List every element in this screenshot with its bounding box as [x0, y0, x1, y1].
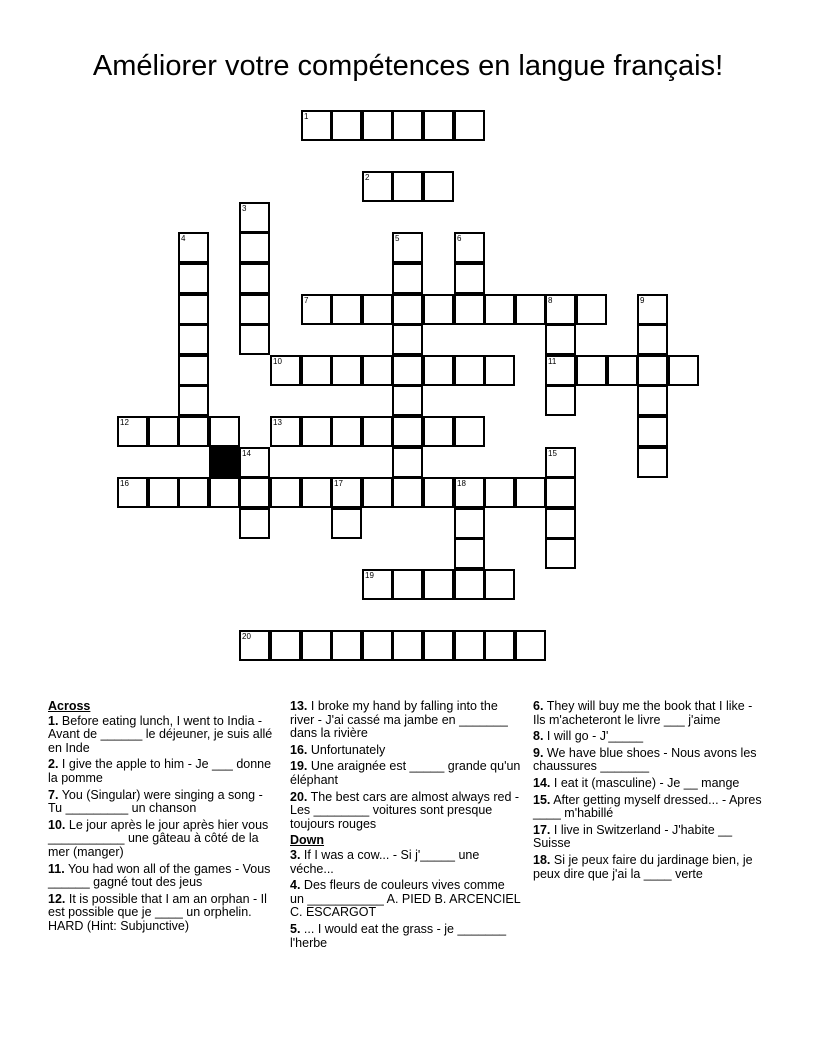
cell-number: 11 — [548, 357, 557, 366]
crossword-cell[interactable] — [545, 324, 576, 355]
crossword-cell[interactable] — [454, 508, 485, 539]
cell-number: 5 — [395, 234, 400, 243]
crossword-cell[interactable] — [148, 477, 179, 508]
crossword-cell[interactable] — [362, 416, 393, 447]
cell-number: 2 — [365, 173, 370, 182]
crossword-cell[interactable] — [484, 294, 515, 325]
clues-column-2 — [290, 700, 522, 953]
cell-number: 1 — [304, 112, 309, 121]
crossword-cell[interactable] — [331, 355, 362, 386]
crossword-cell[interactable] — [178, 477, 209, 508]
crossword-cell[interactable] — [148, 416, 179, 447]
crossword-cell[interactable] — [392, 355, 423, 386]
crossword-cell[interactable] — [423, 171, 454, 202]
cell-number: 12 — [120, 418, 129, 427]
crossword-cell[interactable] — [331, 110, 362, 141]
crossword-cell[interactable] — [178, 385, 209, 416]
crossword-cell[interactable] — [331, 416, 362, 447]
crossword-cell[interactable] — [331, 630, 362, 661]
crossword-cell[interactable] — [209, 477, 240, 508]
clue-down-15: 15. After getting myself dressed... - Apres ____ m'habillé — [533, 792, 762, 821]
cell-number: 3 — [242, 204, 247, 213]
crossword-cell[interactable] — [362, 630, 393, 661]
crossword-cell[interactable] — [454, 416, 485, 447]
clue-down-9: 9. We have blue shoes - Nous avons les chaussures _______ — [533, 745, 757, 774]
cell-number: 15 — [548, 449, 557, 458]
crossword-cell[interactable] — [545, 385, 576, 416]
crossword-cell[interactable] — [637, 447, 668, 478]
crossword-cell[interactable] — [392, 110, 423, 141]
crossword-cell[interactable] — [423, 416, 454, 447]
clue-across-19: 19. Une araignée est _____ grande qu'un éléphant — [290, 759, 521, 787]
cell-number: 13 — [273, 418, 282, 427]
crossword-cell[interactable] — [668, 355, 699, 386]
clue-down-3: 3. If I was a cow... - Si j'_____ une véche... — [290, 847, 480, 876]
cell-number: 10 — [273, 357, 282, 366]
clue-across-10: 10. Le jour après le jour après hier vous ___________ une gâteau à côté de la mer (manger) — [48, 817, 269, 859]
crossword-cell[interactable] — [362, 355, 393, 386]
crossword-cell[interactable] — [178, 263, 209, 294]
cell-number: 6 — [457, 234, 462, 243]
crossword-cell[interactable] — [637, 355, 668, 386]
clues-column-1 — [48, 700, 280, 937]
clue-across-11: 11. You had won all of the games - Vous ______ gagné tout des jeus — [48, 861, 271, 890]
crossword-cell[interactable] — [545, 508, 576, 539]
clue-down-8: 8. I will go - J'_____ — [533, 729, 644, 744]
clue-across-12: 12. It is possible that I am an orphan - Il est possible que je ____ un orphelin. HARD (Hint: Subjunctive) — [48, 891, 267, 933]
cell-number: 14 — [242, 449, 251, 458]
clue-across-1: 1. Before eating lunch, I went to India - Avant de ______ le déjeuner, je suis allé en Inde — [48, 713, 273, 755]
clue-down-18: 18. Si je peux faire du jardinage bien, je peux dire que j'ai la ____ verte — [533, 852, 753, 881]
crossword-cell[interactable] — [454, 294, 485, 325]
down-heading: Down — [290, 833, 325, 848]
crossword-cell[interactable] — [392, 171, 423, 202]
crossword-cell[interactable] — [178, 324, 209, 355]
crossword-cell[interactable] — [454, 110, 485, 141]
crossword-cell[interactable] — [362, 294, 393, 325]
clue-down-17: 17. I live in Switzerland - J'habite __ Suisse — [533, 822, 733, 851]
cell-number: 8 — [548, 296, 553, 305]
clues-column-3 — [533, 700, 765, 884]
clue-down-5: 5. ... I would eat the grass - je _______ l'herbe — [290, 921, 507, 950]
crossword-cell[interactable] — [239, 324, 270, 355]
crossword-cell[interactable] — [301, 630, 332, 661]
crossword-cell[interactable] — [454, 538, 485, 569]
crossword-cell[interactable] — [454, 355, 485, 386]
cell-number: 4 — [181, 234, 186, 243]
crossword-cell[interactable] — [423, 355, 454, 386]
clue-down-14: 14. I eat it (masculine) - Je __ mange — [533, 775, 740, 790]
across-heading: Across — [48, 699, 91, 713]
crossword-cell[interactable] — [515, 630, 546, 661]
crossword-cell[interactable] — [301, 416, 332, 447]
crossword-cell[interactable] — [362, 110, 393, 141]
cell-number: 16 — [120, 479, 129, 488]
cell-number: 19 — [365, 571, 374, 580]
crossword-cell[interactable] — [637, 385, 668, 416]
crossword-cell[interactable] — [637, 416, 668, 447]
crossword-cell[interactable] — [637, 324, 668, 355]
clue-across-13: 13. I broke my hand by falling into the river - J'ai cassé ma jambe en _______ dans la rivière — [290, 699, 508, 741]
crossword-cell[interactable] — [392, 263, 423, 294]
cell-number: 9 — [640, 296, 645, 305]
crossword-cell[interactable] — [484, 477, 515, 508]
crossword-cell[interactable] — [331, 294, 362, 325]
crossword-cell[interactable] — [423, 630, 454, 661]
crossword-cell[interactable] — [331, 508, 362, 539]
crossword-cell[interactable] — [454, 263, 485, 294]
cell-number: 17 — [334, 479, 343, 488]
crossword-cell[interactable] — [239, 232, 270, 263]
crossword-cell[interactable] — [484, 630, 515, 661]
crossword-cell[interactable] — [515, 477, 546, 508]
crossword-cell[interactable] — [239, 508, 270, 539]
crossword-cell[interactable] — [270, 630, 301, 661]
crossword-cell[interactable] — [484, 569, 515, 600]
crossword-cell[interactable] — [301, 355, 332, 386]
crossword-cell[interactable] — [545, 477, 576, 508]
crossword-cell[interactable] — [209, 416, 240, 447]
crossword-cell[interactable] — [178, 416, 209, 447]
crossword-cell[interactable] — [362, 477, 393, 508]
crossword-cell[interactable] — [423, 477, 454, 508]
cell-number: 7 — [304, 296, 309, 305]
crossword-cell[interactable] — [178, 294, 209, 325]
crossword-cell[interactable] — [392, 385, 423, 416]
crossword-cell[interactable] — [423, 294, 454, 325]
crossword-cell[interactable] — [392, 477, 423, 508]
crossword-cell[interactable] — [392, 447, 423, 478]
crossword-cell[interactable] — [454, 630, 485, 661]
cell-number: 18 — [457, 479, 466, 488]
crossword-cell[interactable] — [515, 294, 546, 325]
crossword-cell[interactable] — [239, 294, 270, 325]
crossword-cell[interactable] — [454, 569, 485, 600]
crossword-cell[interactable] — [392, 416, 423, 447]
crossword-cell[interactable] — [239, 477, 270, 508]
crossword-cell[interactable] — [423, 569, 454, 600]
crossword-cell[interactable] — [576, 355, 607, 386]
cell-number: 20 — [242, 632, 251, 641]
clue-across-20: 20. The best cars are almost always red - Les ________ voitures sont presque toujours rouges — [290, 789, 520, 831]
crossword-cell[interactable] — [392, 294, 423, 325]
crossword-cell[interactable] — [545, 538, 576, 569]
crossword-cell[interactable] — [392, 569, 423, 600]
clue-across-16: 16. Unfortunately — [290, 742, 386, 757]
page-title: Améliorer votre compétences en langue français! — [92, 50, 724, 82]
crossword-cell[interactable] — [576, 294, 607, 325]
crossword-black-square — [209, 447, 240, 478]
crossword-cell[interactable] — [301, 477, 332, 508]
clue-across-2: 2. I give the apple to him - Je ___ donne la pomme — [48, 757, 272, 785]
crossword-cell[interactable] — [423, 110, 454, 141]
crossword-cell[interactable] — [178, 355, 209, 386]
crossword-cell[interactable] — [392, 630, 423, 661]
crossword-cell[interactable] — [270, 477, 301, 508]
crossword-cell[interactable] — [484, 355, 515, 386]
crossword-cell[interactable] — [239, 263, 270, 294]
clue-down-4: 4. Des fleurs de couleurs vives comme un ___________ A. PIED B. ARCENCIEL C. ESCARGOT — [290, 878, 521, 920]
clue-across-7: 7. You (Singular) were singing a song - Tu _________ un chanson — [48, 787, 263, 816]
crossword-cell[interactable] — [607, 355, 638, 386]
clue-down-6: 6. They will buy me the book that I like - Ils m'acheteront le livre ___ j'aime — [533, 699, 753, 727]
crossword-cell[interactable] — [392, 324, 423, 355]
